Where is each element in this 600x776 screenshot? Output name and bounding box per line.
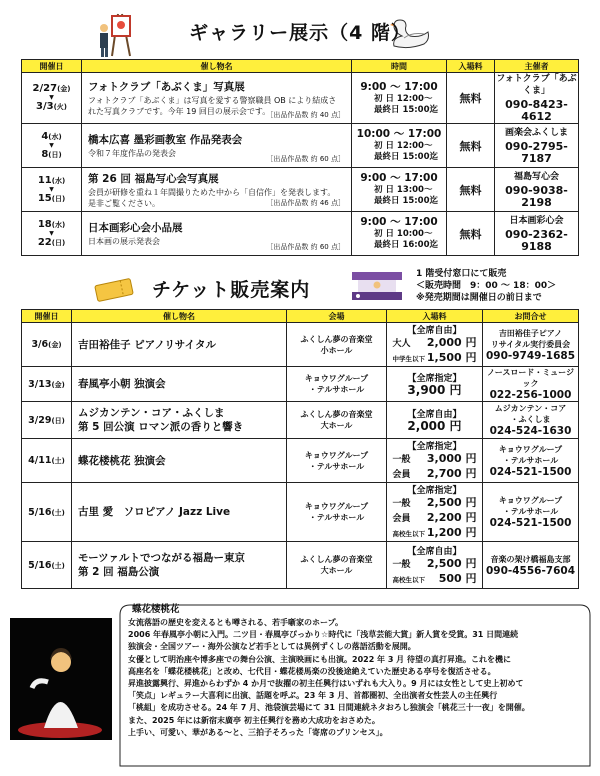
gallery-row <box>22 212 579 256</box>
event-time <box>352 124 447 168</box>
performer-photo <box>10 618 112 740</box>
contact-phone: 024-521-1500 <box>489 517 572 529</box>
venue-hall: 小ホール <box>320 345 353 355</box>
event-name: 日本画彩心会小品展 <box>88 222 183 234</box>
date-from: 2/27 <box>32 83 58 94</box>
organizer-phone: 090-8423-4612 <box>505 98 568 123</box>
last-day-hours: 最終日 15:00迄 <box>374 196 439 206</box>
date-to: 8 <box>41 148 49 160</box>
bio-line: 2006 年春風亭小朝に入門。二ツ目・春風亭ぴっかり☆時代に「浅草芸能大賞」新人賞を受賞。31 日間連続 <box>128 630 519 640</box>
col-contact-header: お問合せ <box>483 310 579 323</box>
exhibit-count: ［出品作品数 約 40 点］ <box>266 111 345 119</box>
first-day-hours: 初 日 10:00〜 <box>374 229 433 239</box>
col-organizer-header: 主催者 <box>495 60 579 73</box>
sales-info-line: 1 階受付窓口にて販売 <box>416 269 507 279</box>
gallery-header-row <box>22 60 579 73</box>
date-range-arrow: ▼ <box>49 94 54 101</box>
weekday: (土) <box>51 561 65 570</box>
venue-name: ふくしん夢の音楽堂 <box>300 410 373 419</box>
bio-line: 上手い、可愛い、華がある〜と、三拍子そろった「寄席のプリンセス」。 <box>128 727 388 737</box>
event-name: モーツァルトでつながる福島ー東京 <box>78 552 246 564</box>
event-date <box>22 483 72 542</box>
event-name: 春風亭小朝 独演会 <box>78 378 166 390</box>
price-amount: 2,500 円 <box>426 556 477 570</box>
price-row <box>391 572 478 587</box>
event-subtitle: 第 2 回 福島公演 <box>78 566 160 578</box>
date-to: 15 <box>37 192 52 204</box>
weekday: (水) <box>48 132 62 141</box>
opening-hours: 9:00 〜 17:00 <box>360 80 438 93</box>
exhibit-count: ［出品作品数 約 60 点］ <box>266 243 345 251</box>
price-category: 高校生以下 <box>392 530 425 538</box>
event-time <box>352 73 447 124</box>
seating-type: 【全席指定】 <box>407 442 462 452</box>
event-name-cell <box>72 542 287 589</box>
ticket-row <box>22 367 579 402</box>
date-range-arrow: ▼ <box>49 141 54 149</box>
organizer <box>495 124 579 168</box>
price-amount: 500 円 <box>438 571 477 585</box>
ticket-booth-icon <box>348 268 406 302</box>
organizer-name: 画楽会ふくしま <box>504 127 568 138</box>
price-row <box>391 452 478 467</box>
gallery-row <box>22 168 579 212</box>
gallery-row <box>22 124 579 168</box>
venue <box>287 483 387 542</box>
first-day-hours: 初 日 13:00〜 <box>374 185 433 195</box>
contact <box>483 323 579 367</box>
contact <box>483 483 579 542</box>
price-category: 一般 <box>392 559 411 570</box>
sales-info-line: ※発売期間は開催日の前日まで <box>416 293 542 303</box>
price-amount: 1,500 円 <box>426 351 477 364</box>
event-description: フォトクラブ「あぶくま」は写真を愛する警察職員 OB により結成さ <box>88 96 337 105</box>
organizer-phone: 090-9038-2198 <box>505 183 568 209</box>
venue-hall: ・テルサホール <box>308 513 365 522</box>
venue-name: ふくしん夢の音楽堂 <box>300 334 373 344</box>
price-category: 中学生以下 <box>392 355 425 363</box>
contact <box>483 542 579 589</box>
seating-type: 【全席指定】 <box>407 486 462 496</box>
venue-name: キョウワグループ <box>304 502 369 511</box>
date: 4/11 <box>28 455 52 466</box>
first-day-hours: 初 日 12:00〜 <box>374 141 433 151</box>
opening-hours: 9:00 〜 17:00 <box>360 172 438 184</box>
bio-line: 「笑点」レギュラー大喜利に出演、話題を呼ぶ。23 年 3 月、首都圏初、全出演者女性芸人の主任興行 <box>128 691 498 701</box>
weekday: (金) <box>48 341 62 349</box>
ticket-row <box>22 402 579 439</box>
venue-name: キョウワグループ <box>304 374 369 383</box>
date-to: 22 <box>37 236 52 248</box>
date: 5/16 <box>28 506 52 518</box>
weekday: (日) <box>48 150 62 159</box>
contact-name: キョウワグループ <box>498 496 563 505</box>
ticket-title: チケット販売案内 <box>152 279 311 301</box>
bio-line: 「桃組」を成功させる。24 年 7 月、池袋演芸場にて 31 日間連続ネタおろし独演会「桃花三十一夜」を開催。 <box>128 703 530 713</box>
venue-hall: ・テルサホール <box>308 385 365 394</box>
performer-name: 蝶花楼桃花 <box>132 604 180 615</box>
bio-line: 昇進披露興行、昇進からわずか 4 か月で抜擢の初主任興行はいずれも大入り。9 月には女性として史上初めて <box>128 679 524 689</box>
venue <box>287 402 387 439</box>
price-category: 高校生以下 <box>392 575 425 584</box>
price-amount: 2,000 円 <box>407 419 462 433</box>
ticket-price <box>387 483 483 542</box>
event-date <box>22 542 72 589</box>
col-event-header: 催し物名 <box>72 310 287 323</box>
organizer <box>495 212 579 256</box>
date: 5/16 <box>28 559 52 571</box>
event-time <box>352 168 447 212</box>
col-date-header: 開催日 <box>22 60 82 73</box>
price-row <box>391 336 478 351</box>
date-from: 11 <box>37 174 52 186</box>
price-amount: 3,900 円 <box>407 383 462 397</box>
ticket-price <box>387 323 483 367</box>
weekday: (火) <box>53 103 67 111</box>
contact-name: ノースロード・ミュージック <box>486 368 575 388</box>
contact <box>483 402 579 439</box>
price-row <box>391 526 478 541</box>
price-row <box>391 384 478 397</box>
ticket-icon <box>92 276 136 304</box>
price-row <box>391 511 478 526</box>
event-date <box>22 367 72 402</box>
weekday: (金) <box>51 380 65 389</box>
event-date <box>22 402 72 439</box>
event-name-cell <box>82 168 352 212</box>
date-range-arrow: ▼ <box>49 229 54 237</box>
col-price-header: 入場料 <box>387 310 483 323</box>
contact-name: ムジカンテン・コア <box>494 404 567 413</box>
date-from: 18 <box>37 218 52 230</box>
event-name: 蝶花楼桃花 独演会 <box>78 454 166 467</box>
gallery-title: ギャラリー展示（4 階） <box>189 22 411 44</box>
contact <box>483 367 579 402</box>
col-date-header: 開催日 <box>22 310 72 323</box>
event-time <box>352 212 447 256</box>
event-name: ムジカンテン・コア・ふくしま <box>78 407 225 419</box>
seating-type: 【全席自由】 <box>407 326 462 336</box>
weekday: (水) <box>51 220 66 229</box>
price-amount: 1,200 円 <box>426 526 477 539</box>
event-description: 令和７年度作品の発表会 <box>88 149 176 158</box>
organizer-name: 福島写心会 <box>513 171 559 182</box>
ticket-row <box>22 439 579 483</box>
organizer-name: 日本画彩心会 <box>509 215 564 226</box>
weekday: (水) <box>51 176 66 185</box>
gallery-row <box>22 73 579 124</box>
event-name-cell <box>82 212 352 256</box>
opening-hours: 10:00 〜 17:00 <box>356 128 442 140</box>
event-name-cell <box>72 439 287 483</box>
date-range-arrow: ▼ <box>49 185 54 193</box>
venue-hall: 大ホール <box>320 421 353 430</box>
opening-hours: 9:00 〜 17:00 <box>360 216 438 228</box>
contact-phone: 022-256-1000 <box>489 389 572 401</box>
contact-phone: 090-9749-1685 <box>485 349 576 362</box>
contact-name: リサイタル実行委員会 <box>490 339 571 349</box>
gallery-table <box>21 59 579 256</box>
event-subtitle: 第 5 回公演 ロマン派の香りと響き <box>78 421 244 433</box>
price-category: 一般 <box>392 499 411 509</box>
col-time-header: 時間 <box>352 60 447 73</box>
price-amount: 2,200 円 <box>426 511 477 524</box>
venue-hall: 大ホール <box>320 566 353 575</box>
ticket-price <box>387 542 483 589</box>
venue <box>287 439 387 483</box>
seating-type: 【全席自由】 <box>407 410 462 420</box>
bio-line: また、2025 年には新宿末廣亭 初主任興行を務め大成功をおさめた。 <box>128 715 380 725</box>
ticket-row <box>22 323 579 367</box>
ticket-price <box>387 439 483 483</box>
event-date <box>22 439 72 483</box>
bio-line: 女流落語の歴史を変えるとも噂される、若手噺家のホープ。 <box>128 618 343 627</box>
contact-phone: 090-4556-7604 <box>485 564 576 577</box>
date-to: 3/3 <box>36 101 54 112</box>
date-from: 4 <box>41 130 49 142</box>
event-name: 第 26 回 福島写心会写真展 <box>88 172 219 185</box>
venue <box>287 367 387 402</box>
admission-fee: 無料 <box>447 73 495 124</box>
event-name: 古里 愛 ソロピアノ Jazz Live <box>78 506 231 518</box>
bio-line: 独演会・全国ツアー・海外公演など若手としては異例ずくしの落語活動を展開。 <box>128 642 416 652</box>
admission-fee: 無料 <box>447 124 495 168</box>
price-category: 会員 <box>392 470 411 480</box>
contact-name: ・テルサホール <box>502 507 559 516</box>
ticket-price <box>387 367 483 402</box>
event-name-cell <box>82 124 352 168</box>
price-amount: 3,000 円 <box>426 452 477 465</box>
organizer-name: フォトクラブ「あぶくま」 <box>496 74 577 96</box>
event-name-cell <box>72 483 287 542</box>
ticket-row <box>22 542 579 589</box>
admission-fee: 無料 <box>447 168 495 212</box>
contact-name: ・テルサホール <box>502 455 559 465</box>
weekday: (土) <box>51 457 65 465</box>
weekday: (日) <box>51 238 66 247</box>
date: 3/13 <box>28 378 52 390</box>
last-day-hours: 最終日 16:00迄 <box>374 240 439 250</box>
bio-line: 女優として明治座や博多座での舞台公演、主演映画にも出演。2022 年 3 月 待望の真打昇進。これを機に <box>128 654 511 664</box>
last-day-hours: 最終日 15:00迄 <box>374 104 439 115</box>
ticket-row <box>22 483 579 542</box>
contact-phone: 024-521-1500 <box>489 465 572 478</box>
venue-hall: ・テルサホール <box>308 461 365 471</box>
event-name-cell <box>82 73 352 124</box>
price-row <box>391 351 478 366</box>
price-row <box>391 467 478 482</box>
organizer-phone: 090-2362-9188 <box>505 227 568 253</box>
event-description: 会員が研修を重ね１年間撮りためた中から「自信作」を発表します。 <box>88 187 336 197</box>
sales-info-line: ＜販売時間 9：00 〜 18：00＞ <box>416 281 557 291</box>
weekday: (土) <box>51 508 65 517</box>
event-date <box>22 168 82 212</box>
event-name: フォトクラブ「あぶくま」写真展 <box>88 81 245 93</box>
price-category: 会員 <box>392 514 411 524</box>
weekday: (日) <box>51 416 65 425</box>
event-name: 吉田裕佳子 ピアノリサイタル <box>78 338 216 351</box>
organizer-phone: 090-2795-7187 <box>505 139 568 165</box>
event-date <box>22 323 72 367</box>
performer-bio <box>128 617 588 739</box>
contact-name: 吉田裕佳子ピアノ <box>498 328 563 338</box>
venue <box>287 323 387 367</box>
event-name-cell <box>72 402 287 439</box>
event-date <box>22 73 82 124</box>
seating-type: 【全席自由】 <box>407 546 462 557</box>
contact-name: キョウワグループ <box>498 444 563 454</box>
price-row <box>391 496 478 511</box>
col-venue-header: 会場 <box>287 310 387 323</box>
price-row <box>391 420 478 433</box>
exhibit-count: ［出品作品数 約 46 点］ <box>266 199 345 207</box>
weekday: (金) <box>57 85 71 93</box>
contact <box>483 439 579 483</box>
price-row <box>391 557 478 572</box>
venue <box>287 542 387 589</box>
event-description: 日本画の展示発表会 <box>88 237 160 246</box>
event-date <box>22 212 82 256</box>
ticket-header-row <box>22 310 579 323</box>
price-amount: 2,700 円 <box>426 467 477 480</box>
date: 3/29 <box>28 414 52 426</box>
price-category: 一般 <box>392 455 411 465</box>
contact-phone: 024-524-1630 <box>489 425 572 437</box>
contact-name: ・ふくしま <box>510 415 551 424</box>
event-name-cell <box>72 367 287 402</box>
event-description: れた写真クラブです。今年 19 回目の展示会です。 <box>88 107 271 116</box>
price-amount: 2,500 円 <box>426 496 477 509</box>
price-category: 大人 <box>392 339 411 349</box>
first-day-hours: 初 日 12:00〜 <box>374 93 433 104</box>
col-event-header: 催し物名 <box>82 60 352 73</box>
event-date <box>22 124 82 168</box>
sales-info <box>416 268 556 304</box>
event-name-cell <box>72 323 287 367</box>
bio-line: 高座名を「蝶花楼桃花」と改め、七代目・蝶花楼馬楽の没後途絶えていた歴史ある亭号を復活させる。 <box>128 666 496 676</box>
date: 3/6 <box>31 339 49 350</box>
ticket-price <box>387 402 483 439</box>
ticket-table <box>21 309 579 589</box>
venue-name: ふくしん夢の音楽堂 <box>300 555 373 564</box>
col-fee-header: 入場料 <box>447 60 495 73</box>
event-description: 是非ご覧ください。 <box>88 198 160 208</box>
exhibit-count: ［出品作品数 約 60 点］ <box>266 155 345 163</box>
admission-fee: 無料 <box>447 212 495 256</box>
contact-name: 音楽の架け橋福島支部 <box>490 554 571 564</box>
last-day-hours: 最終日 15:00迄 <box>374 152 439 162</box>
price-amount: 2,000 円 <box>426 336 477 349</box>
event-name: 橋本広喜 墨彩画教室 作品発表会 <box>88 134 243 146</box>
organizer <box>495 73 579 124</box>
organizer <box>495 168 579 212</box>
venue-name: キョウワグループ <box>304 450 369 460</box>
seating-type: 【全席指定】 <box>407 374 462 384</box>
weekday: (日) <box>51 194 66 203</box>
